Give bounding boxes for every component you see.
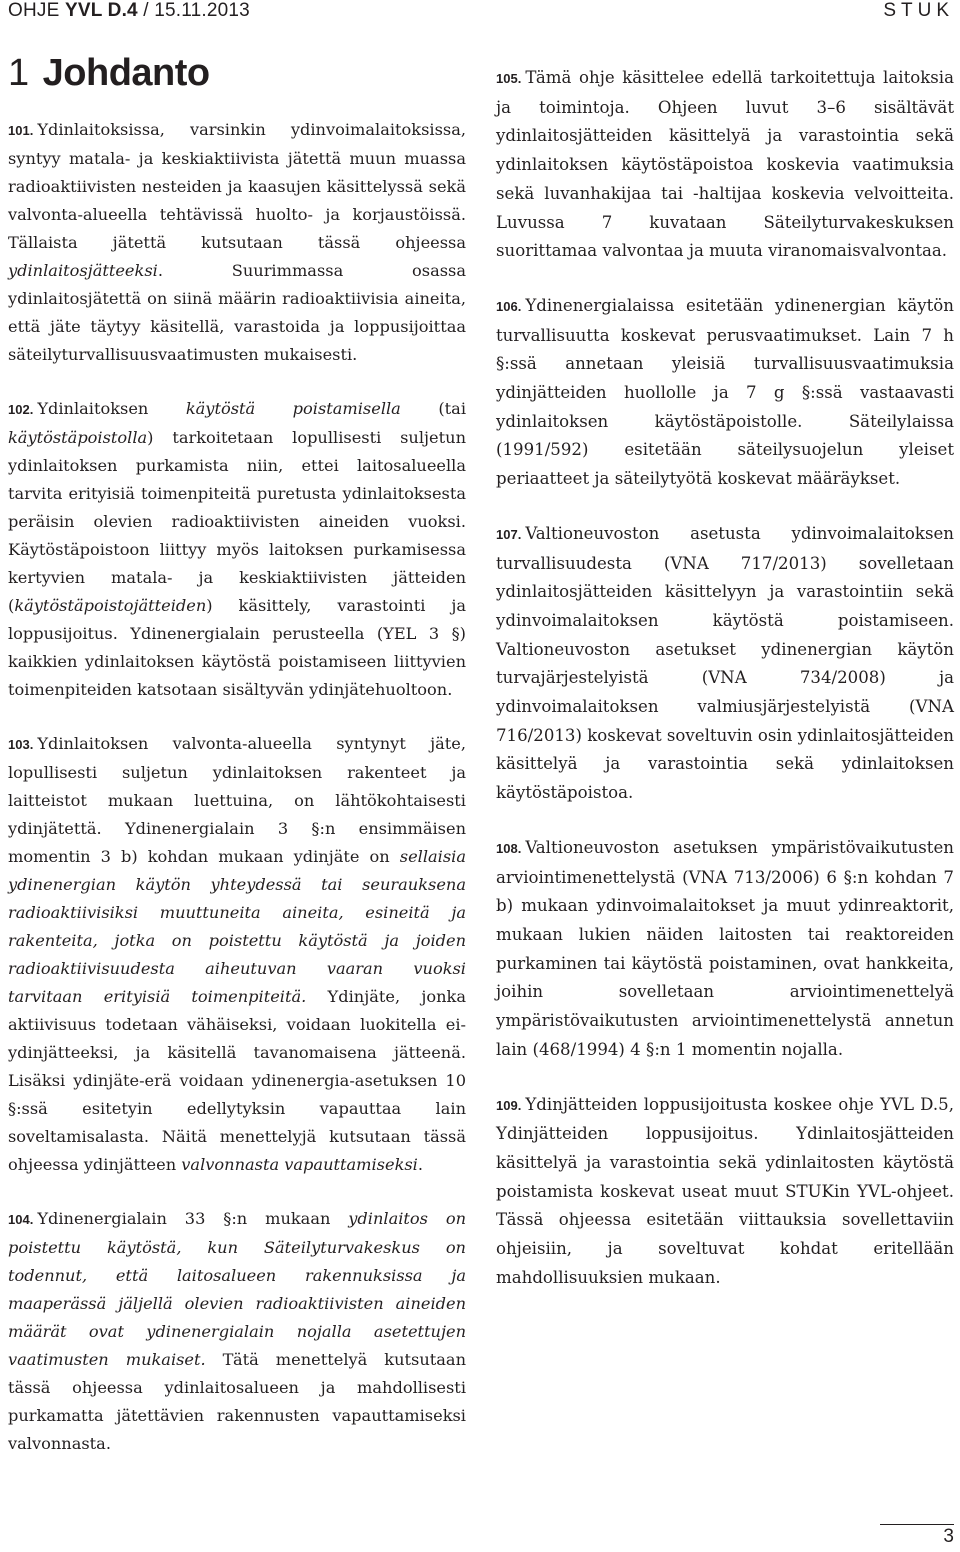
paragraph-number: 105. <box>496 71 522 86</box>
paragraph-text: Tätä menettelyä kutsutaan tässä ohjeessa ydinlaitosalueen ja mahdollisesti purkamatta jätettävien rakennusten vapauttamiseksi valvonnasta. <box>8 1350 466 1453</box>
paragraph-text: (tai <box>400 399 466 418</box>
italic-term: käytöstäpoistojätteiden <box>14 596 207 615</box>
italic-term: ydinlaitosjätteeksi <box>8 261 158 280</box>
document-identifier <box>8 0 250 22</box>
paragraph-text: Ydinlaitoksen <box>37 399 186 418</box>
paragraph-text: Ydinenergialaissa esitetään ydinenergian käytön turvallisuutta koskevat perusvaatimukset. Lain 7 h §:ssä annetaan yleisiä turvallisuusvaatimuksia ydinjätteiden huollolle ja 7 g §:ssä vastaavasti ydinlaitoksen käytöstäpoistolle. Säteilylaissa (1991/592) esitetään säteilysuojelun yleiset periaatteet ja säteilytyötä koskevat määräykset. <box>496 295 954 489</box>
footer-rule <box>880 1524 954 1525</box>
right-column <box>496 64 954 1318</box>
chapter-number: 1 <box>8 52 29 94</box>
paragraph-number: 107. <box>496 526 522 542</box>
paragraph-number: 103. <box>8 737 34 752</box>
paragraph-102 <box>8 395 466 704</box>
left-column <box>8 116 466 1484</box>
paragraph-103 <box>8 730 466 1179</box>
paragraph-104 <box>8 1205 466 1458</box>
italic-term: käytöstäpoistolla <box>8 428 148 447</box>
paragraph-text: Ydinjätteiden loppusijoitusta koskee ohje YVL D.5, Ydinjätteiden loppusijoitus. Ydinlaitosjätteiden käsittelyä ja varastointia sekä ydinlaitosten käytöstä poistamista koskevat useat muut STUKin YVL-ohjeet. Tässä ohjeessa esitetään viittauksia sovellettaviin ohjeisiin, ja soveltuvat kohdat eritellään mahdollisuuksien mukaan. <box>496 1094 954 1287</box>
paragraph-number: 109. <box>496 1097 522 1113</box>
paragraph-text: ) käsittely, varastointi ja loppusijoitus. Ydinenergialain perusteella (YEL 3 §) kaikkien ydinlaitoksen käytöstä poistamiseen liittyvien toimenpiteiden katsotaan sisältyvän ydinjätehuoltoon. <box>8 596 466 699</box>
italic-term: sellaisia ydinenergian käytön yhteydessä tai seurauksena radioaktiivisiksi muuttuneita aineita, esineitä ja rakenteita, jotka on poistettu käytöstä ja joiden radioaktiivisuudesta aiheutuvan vaaran vuoksi tarvitaan erityisiä toimenpiteitä. <box>8 847 466 1006</box>
page-number: 3 <box>943 1526 954 1547</box>
stuk-logo: STUK <box>883 0 954 21</box>
paragraph-text: . <box>417 1155 424 1174</box>
italic-term: käytöstä poistamisella <box>185 399 401 418</box>
paragraph-text: Ydinlaitoksissa, varsinkin ydinvoimalaitoksissa, syntyy matala- ja keskiaktiivista jätettä muun muassa radioaktiivisten nesteiden ja kaasujen käsittelyssä sekä valvonta-alueella tehtävissä huolto- ja korjaustöissä. Tällaista jätettä kutsutaan tässä ohjeessa <box>8 120 466 252</box>
doc-date: / 15.11.2013 <box>137 0 250 21</box>
paragraph-107 <box>496 520 954 808</box>
paragraph-number: 108. <box>496 840 522 856</box>
paragraph-108 <box>496 834 954 1065</box>
paragraph-105 <box>496 64 954 266</box>
chapter-name: Johdanto <box>42 52 210 94</box>
paragraph-number: 102. <box>8 402 34 417</box>
paragraph-101 <box>8 116 466 369</box>
paragraph-number: 101. <box>8 123 34 138</box>
italic-term: ydinlaitos on poistettu käytöstä, kun Säteilyturvakeskus on todennut, että laitosalueen rakennuksissa ja maaperässä jäljellä olevien radioaktiivisten aineiden määrät ovat ydinenergialain nojalla asetettujen vaatimusten mukaiset. <box>8 1209 466 1369</box>
paragraph-text: ) tarkoitetaan lopullisesti suljetun ydinlaitoksen purkamista niin, ettei laitosalueella tarvita erityisiä toimenpiteitä puretusta ydinlaitoksesta peräisin olevien radioaktiivisten aineiden vuoksi. Käytöstäpoistoon liittyy myös laitoksen purkamisessa kertyvien matala- ja keskiaktiivisten jätteiden ( <box>8 428 466 615</box>
page-header <box>0 0 960 26</box>
doc-code: YVL D.4 <box>64 0 138 21</box>
paragraph-text: Valtioneuvoston asetusta ydinvoimalaitoksen turvallisuudesta (VNA 717/2013) sovelletaan ydinlaitosjätteiden käsittelyyn ja varastointiin sekä ydinvoimalaitoksen käytöstä poistamiseen. Valtioneuvoston asetukset ydinenergian käytön turvajärjestelyistä (VNA 734/2008) ja ydinvoimalaitoksen valmiusjärjestelyistä (VNA 716/2013) koskevat soveltuvin osin ydinlaitosjätteiden käsittelyä ja varastointia sekä ydinlaitoksen käytöstäpoistoa. <box>496 523 954 803</box>
paragraph-text: Tämä ohje käsittelee edellä tarkoitettuja laitoksia ja toimintoja. Ohjeen luvut 3–6 sisältävät ydinlaitosjätteiden käsittelyä ja varastointia sekä ydinlaitoksen käytöstäpoistoa koskevia vaatimuksia sekä luvanhakijaa tai -haltijaa koskevia velvoitteita. Luvussa 7 kuvataan Säteilyturvakeskuksen suorittamaa valvontaa ja muuta viranomaisvalvontaa. <box>496 68 954 261</box>
italic-term: valvonnasta vapauttamiseksi <box>181 1155 418 1174</box>
paragraph-text: Valtioneuvoston asetuksen ympäristövaikutusten arviointimenettelystä (VNA 713/2006) 6 §:n kohdan 7 b) mukaan ydinvoimalaitokset ja muut ydinreaktorit, mukaan lukien näiden laitosten tai reaktoreiden purkaminen tai käytöstä poistaminen, ovat hankkeita, joihin sovelletaan arviointimenettelyä ympäristövaikutusten arviointimenettelystä annetun lain (468/1994) 4 §:n 1 momentin nojalla. <box>496 837 954 1059</box>
paragraph-text: Ydinjäte, jonka aktiivisuus todetaan vähäiseksi, voidaan luokitella ei-ydinjätteeksi, ja käsitellä tavanomaisena jätteenä. Lisäksi ydinjäte-erä voidaan ydinenergia-asetuksen 10 §:ssä esitetyin edellytyksin vapauttaa lain soveltamisalasta. Näitä menettelyjä kutsutaan tässä ohjeessa ydinjätteen <box>8 987 466 1174</box>
paragraph-106 <box>496 292 954 494</box>
doc-prefix: OHJE <box>8 0 60 21</box>
paragraph-109 <box>496 1091 954 1293</box>
paragraph-text: Ydinenergialain 33 §:n mukaan <box>37 1209 349 1228</box>
paragraph-text: Ydinlaitoksen valvonta-alueella syntynyt jäte, lopullisesti suljetun ydinlaitoksen rakenteet ja laitteistot mukaan luettuina, on lähtökohtaisesti ydinjätettä. Ydinenergialain 3 §:n ensimmäisen momentin 3 b) kohdan mukaan ydinjäte on <box>8 734 466 866</box>
chapter-title <box>8 52 210 95</box>
paragraph-number: 104. <box>8 1212 34 1227</box>
paragraph-text: . Suurimmassa osassa ydinlaitosjätettä on siinä määrin radioaktiivisia aineita, että jäte täytyy käsitellä, varastoida ja loppusijoittaa säteilyturvallisuusvaatimusten mukaisesti. <box>8 261 466 364</box>
paragraph-number: 106. <box>496 298 522 314</box>
